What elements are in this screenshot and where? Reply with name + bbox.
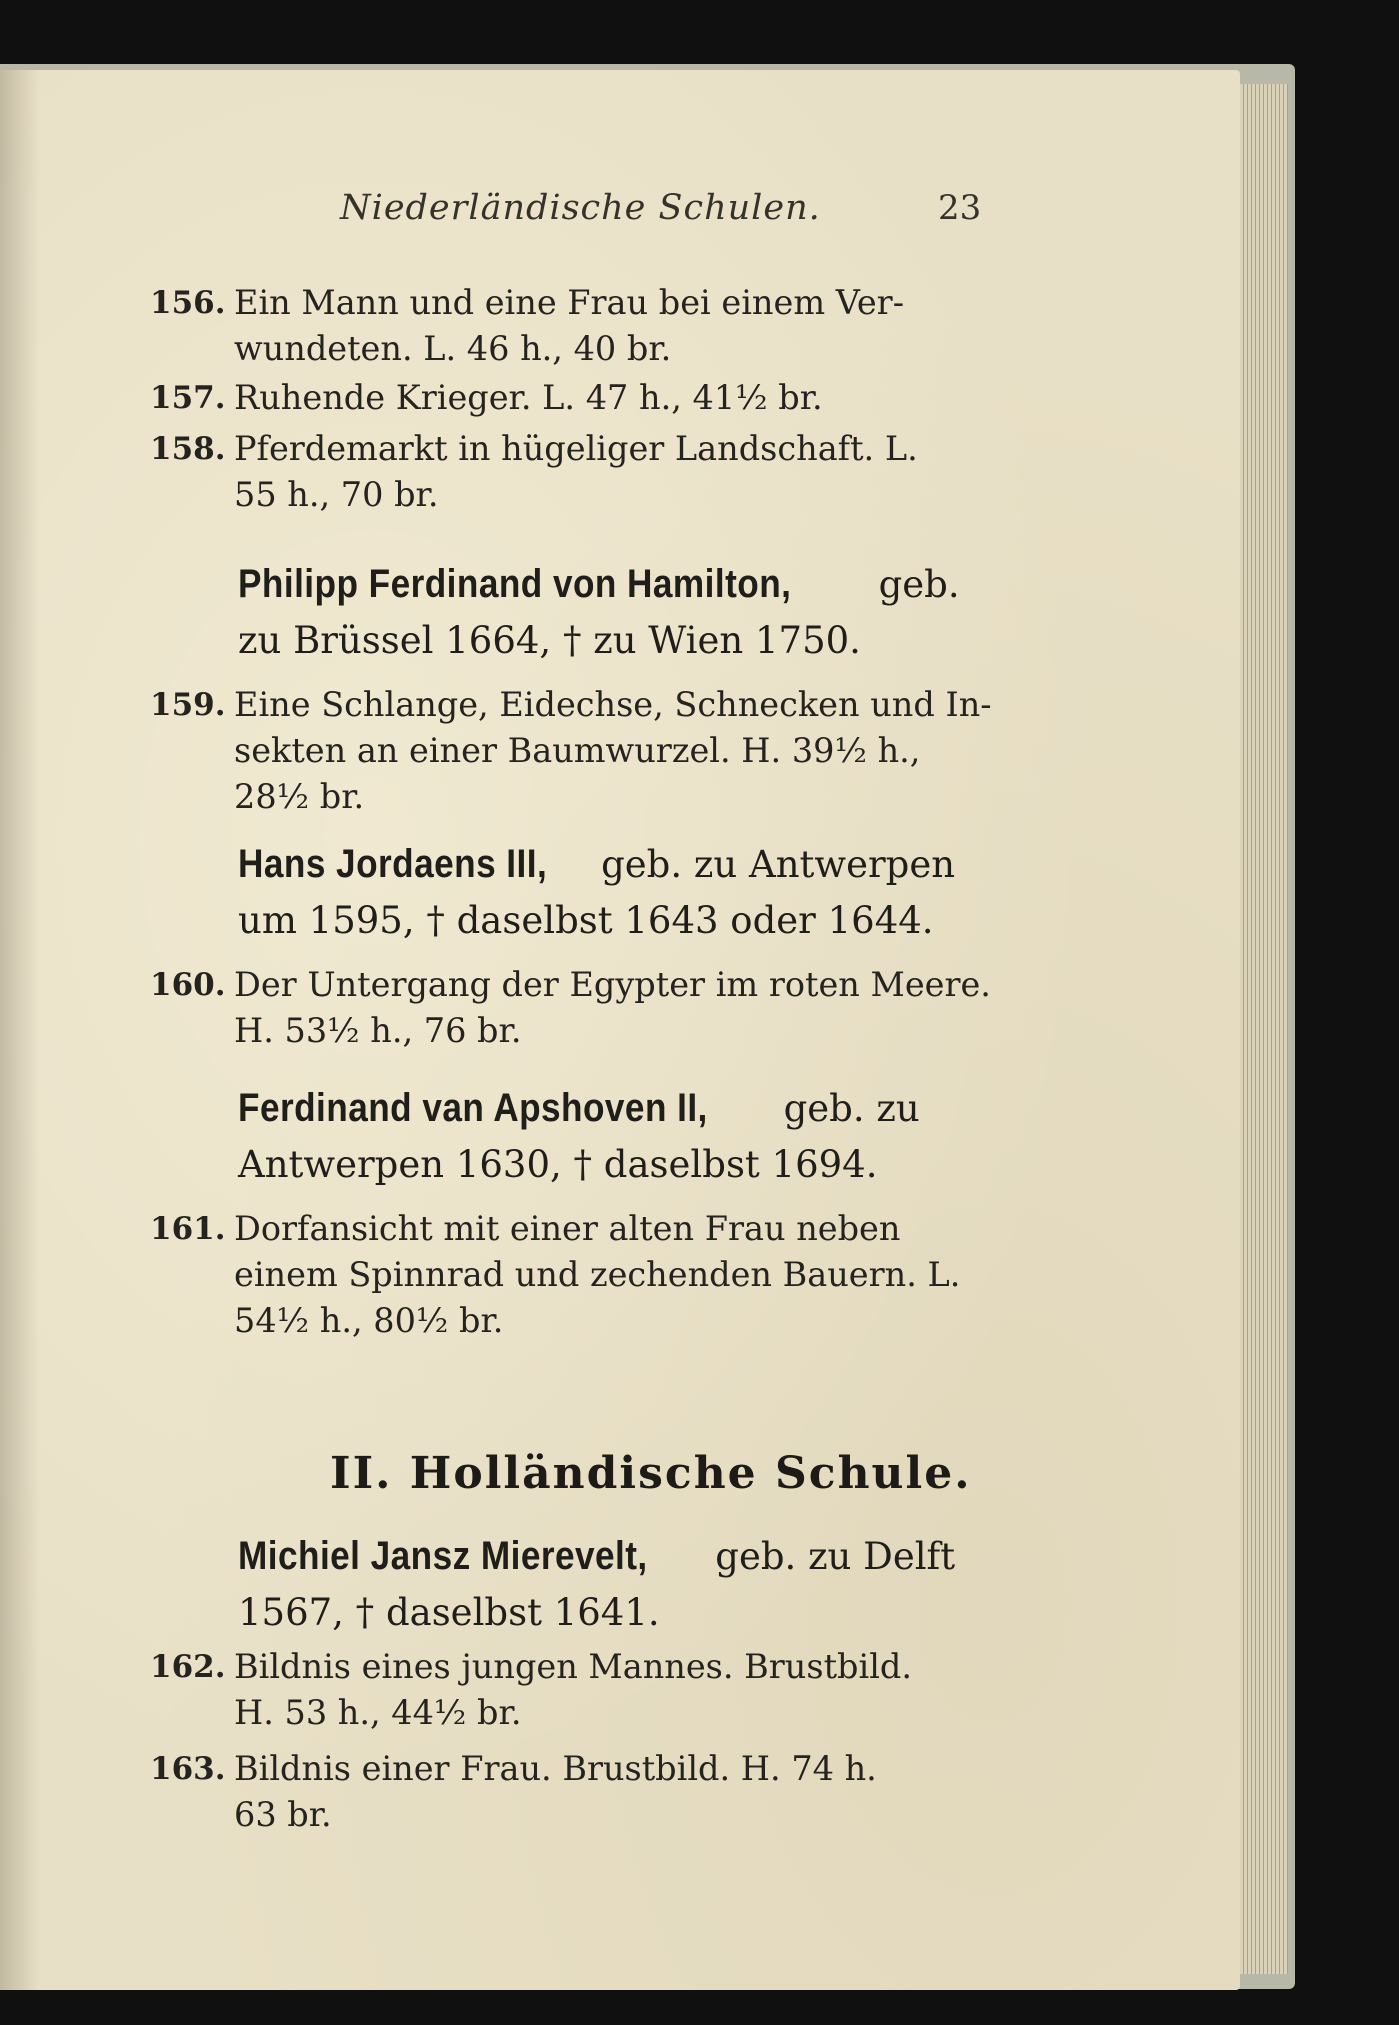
catalog-entry-158 bbox=[150, 426, 1010, 518]
entry-line: 63 br. bbox=[234, 1795, 332, 1834]
book-page bbox=[0, 70, 1240, 1990]
entry-line: Der Untergang der Egypter im roten Meere. bbox=[234, 965, 991, 1004]
entry-line: Bildnis einer Frau. Brustbild. H. 74 h. bbox=[234, 1749, 877, 1788]
entry-line: 54½ h., 80½ br. bbox=[234, 1301, 504, 1340]
artist-heading-jordaens bbox=[238, 836, 1018, 949]
page-header bbox=[0, 188, 1240, 248]
entry-line: wundeten. L. 46 h., 40 br. bbox=[234, 329, 672, 368]
artist-line bbox=[238, 556, 1018, 613]
entry-line: Ruhende Krieger. L. 47 h., 41½ br. bbox=[234, 378, 823, 417]
entry-number: 162. bbox=[150, 1649, 226, 1685]
artist-heading-hamilton bbox=[238, 556, 1018, 669]
artist-heading-apshoven bbox=[238, 1080, 1018, 1193]
running-title: Niederländische Schulen. bbox=[340, 188, 821, 228]
entry-line: Dorfansicht mit einer alten Frau neben bbox=[234, 1209, 901, 1248]
artist-line bbox=[238, 1528, 1018, 1585]
artist-line bbox=[238, 1080, 1018, 1137]
entry-line: einem Spinnrad und zechenden Bauern. L. bbox=[234, 1255, 961, 1294]
artist-name: Michiel Jansz Mierevelt, bbox=[238, 1534, 648, 1578]
spine-shadow bbox=[0, 70, 40, 1990]
entry-line: H. 53 h., 44½ br. bbox=[234, 1693, 522, 1732]
artist-dates: zu Brüssel 1664, † zu Wien 1750. bbox=[238, 619, 861, 662]
entry-number: 156. bbox=[150, 285, 226, 321]
artist-dates: Antwerpen 1630, † daselbst 1694. bbox=[238, 1143, 878, 1186]
entry-line: H. 53½ h., 76 br. bbox=[234, 1011, 522, 1050]
page-number: 23 bbox=[938, 188, 982, 228]
catalog-entry-159 bbox=[150, 682, 1010, 820]
entry-number: 158. bbox=[150, 431, 226, 467]
artist-name: Philipp Ferdinand von Hamilton, bbox=[238, 562, 792, 606]
entry-number: 159. bbox=[150, 687, 226, 723]
catalog-entry-161 bbox=[150, 1206, 1010, 1344]
catalog-entry-163 bbox=[150, 1746, 1010, 1838]
catalog-entry-156 bbox=[150, 280, 1010, 372]
entry-number: 160. bbox=[150, 967, 226, 1003]
entry-line: sekten an einer Baumwurzel. H. 39½ h., bbox=[234, 731, 921, 770]
catalog-entry-162 bbox=[150, 1644, 1010, 1736]
catalog-entry-160 bbox=[150, 962, 1010, 1054]
entry-number: 163. bbox=[150, 1751, 226, 1787]
catalog-entry-157 bbox=[150, 375, 1010, 421]
artist-birth-label: geb. bbox=[866, 563, 960, 606]
artist-line bbox=[238, 836, 1018, 893]
artist-name: Ferdinand van Apshoven II, bbox=[238, 1086, 708, 1130]
entry-number: 161. bbox=[150, 1211, 226, 1247]
entry-number: 157. bbox=[150, 380, 226, 416]
entry-line: Bildnis eines jungen Mannes. Brustbild. bbox=[234, 1647, 912, 1686]
artist-dates: um 1595, † daselbst 1643 oder 1644. bbox=[238, 899, 934, 942]
artist-birth-label: geb. zu bbox=[771, 1087, 920, 1130]
artist-name: Hans Jordaens III, bbox=[238, 842, 548, 886]
section-heading: II. Holländische Schule. bbox=[330, 1448, 972, 1499]
entry-line: 28½ br. bbox=[234, 777, 365, 816]
artist-birth-label: geb. zu Delft bbox=[703, 1535, 956, 1578]
entry-line: Pferdemarkt in hügeliger Landschaft. L. bbox=[234, 429, 918, 468]
entry-line: Ein Mann und eine Frau bei einem Ver- bbox=[234, 283, 905, 322]
artist-heading-mierevelt bbox=[238, 1528, 1018, 1641]
artist-dates: 1567, † daselbst 1641. bbox=[238, 1591, 660, 1634]
entry-line: Eine Schlange, Eidechse, Schnecken und In- bbox=[234, 685, 992, 724]
entry-line: 55 h., 70 br. bbox=[234, 475, 439, 514]
artist-birth-label: geb. zu Antwerpen bbox=[589, 843, 956, 886]
